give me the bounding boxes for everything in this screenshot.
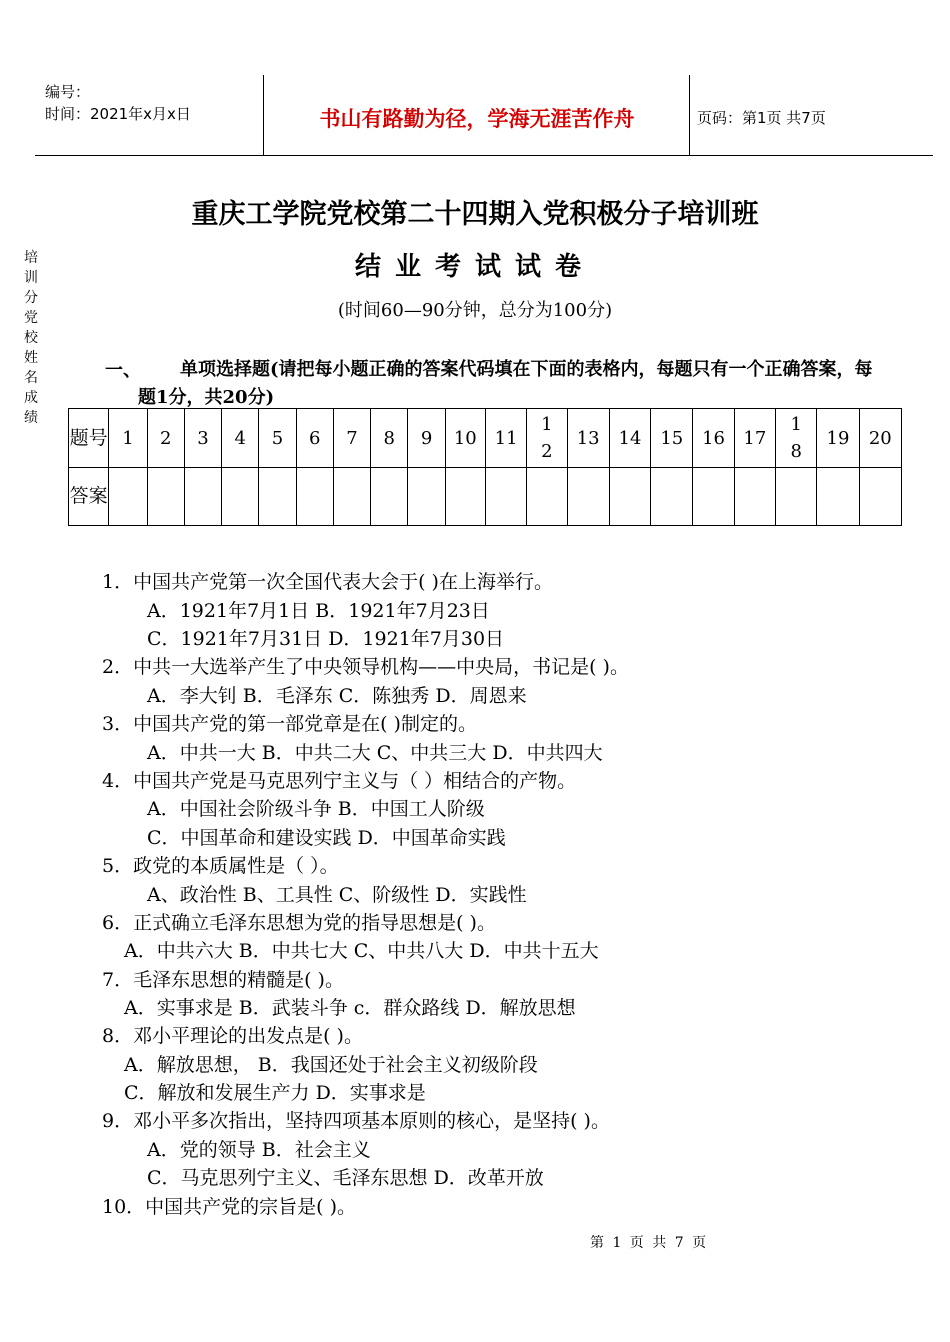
question-number-row: [69, 409, 902, 468]
question-line: A．实事求是 B．武装斗争 c．群众路线 D．解放思想: [124, 997, 576, 1019]
question-number-cell: 18: [776, 409, 817, 468]
question-number-cell: 9: [408, 409, 445, 468]
header-divider: [263, 75, 264, 155]
exam-title: 重庆工学院党校第二十四期入党积极分子培训班: [191, 199, 759, 230]
question-line: A．党的领导 B．社会主义: [147, 1139, 371, 1161]
question-number-cell: 13: [567, 409, 609, 468]
question-number-cell: 3: [184, 409, 221, 468]
question-number-cell: 16: [693, 409, 734, 468]
question-number-cell: 12: [527, 409, 567, 468]
page-header: [35, 75, 933, 156]
exam-note: (时间60—90分钟，总分为100分): [337, 300, 613, 321]
question-number-cell: 11: [485, 409, 526, 468]
answer-cell[interactable]: [609, 468, 650, 526]
answer-cell[interactable]: [222, 468, 259, 526]
header-meta: [45, 81, 191, 125]
question-number-cell: 4: [222, 409, 259, 468]
row-header-number: 题号: [69, 409, 109, 468]
answer-cell[interactable]: [333, 468, 370, 526]
question-line: C．1921年7月31日 D．1921年7月30日: [147, 628, 505, 650]
answer-cell[interactable]: [371, 468, 408, 526]
question-line: 5．政党的本质属性是（ ）。: [102, 855, 339, 877]
answer-cell[interactable]: [485, 468, 526, 526]
question-number-cell: 10: [445, 409, 485, 468]
question-line: 7．毛泽东思想的精髓是( )。: [102, 969, 344, 991]
question-number-cell: 2: [147, 409, 184, 468]
answer-cell[interactable]: [567, 468, 609, 526]
question-number-cell: 19: [817, 409, 859, 468]
question-number-cell: 5: [259, 409, 296, 468]
question-line: 4．中国共产党是马克思列宁主义与（ ）相结合的产物。: [102, 770, 577, 792]
answer-cell[interactable]: [734, 468, 775, 526]
question-line: 2．中共一大选举产生了中央领导机构——中央局，书记是( )。: [102, 656, 629, 678]
question-number-cell: 15: [651, 409, 693, 468]
answer-cell[interactable]: [296, 468, 333, 526]
serial-label: 编号：: [45, 83, 91, 101]
question-line: A．中国社会阶级斗争 B．中国工人阶级: [147, 798, 485, 820]
answer-cell[interactable]: [259, 468, 296, 526]
answer-cell[interactable]: [147, 468, 184, 526]
section-number: 一、: [105, 360, 141, 381]
question-line: A．解放思想， B．我国还处于社会主义初级阶段: [124, 1054, 538, 1076]
question-line: A、政治性 B、工具性 C、阶级性 D．实践性: [147, 884, 527, 906]
question-number-cell: 8: [371, 409, 408, 468]
answer-cell[interactable]: [651, 468, 693, 526]
answer-cell[interactable]: [109, 468, 147, 526]
answer-cell[interactable]: [408, 468, 445, 526]
header-divider: [689, 75, 690, 155]
question-line: A．1921年7月1日 B．1921年7月23日: [147, 600, 490, 622]
answer-cell[interactable]: [776, 468, 817, 526]
question-line: C．解放和发展生产力 D．实事求是: [124, 1082, 426, 1104]
answer-cell[interactable]: [693, 468, 734, 526]
question-line: C．马克思列宁主义、毛泽东思想 D．改革开放: [147, 1167, 544, 1189]
answer-row: [69, 468, 902, 526]
answer-table: [68, 408, 902, 526]
question-number-cell: 20: [859, 409, 901, 468]
question-number-cell: 1: [109, 409, 147, 468]
answer-cell[interactable]: [859, 468, 901, 526]
answer-cell[interactable]: [527, 468, 567, 526]
answer-cell[interactable]: [184, 468, 221, 526]
question-line: 1．中国共产党第一次全国代表大会于( )在上海举行。: [102, 571, 553, 593]
question-line: 8．邓小平理论的出发点是( )。: [102, 1025, 363, 1047]
answer-cell[interactable]: [445, 468, 485, 526]
row-header-answer: 答案: [69, 468, 109, 526]
question-number-cell: 6: [296, 409, 333, 468]
question-number-cell: 17: [734, 409, 775, 468]
question-line: C．中国革命和建设实践 D．中国革命实践: [147, 827, 506, 849]
question-line: A．李大钊 B．毛泽东 C．陈独秀 D．周恩来: [147, 685, 527, 707]
question-line: 3．中国共产党的第一部党章是在( )制定的。: [102, 713, 477, 735]
header-page-label: 页码：第1页 共7页: [697, 109, 826, 127]
answer-cell[interactable]: [817, 468, 859, 526]
question-line: 10．中国共产党的宗旨是( )。: [102, 1196, 357, 1218]
exam-subtitle: 结业考试试卷: [354, 252, 595, 282]
header-motto: 书山有路勤为径，学海无涯苦作舟: [319, 107, 635, 131]
question-line: 9．邓小平多次指出，坚持四项基本原则的核心，是坚持( )。: [102, 1110, 610, 1132]
section-heading: 单项选择题(请把每小题正确的答案代码填在下面的表格内，每题只有一个正确答案，每题1分，共20分): [138, 359, 873, 408]
question-line: A．中共六大 B．中共七大 C、中共八大 D．中共十五大: [124, 940, 599, 962]
question-line: A．中共一大 B．中共二大 C、中共三大 D．中共四大: [147, 742, 603, 764]
question-number-cell: 14: [609, 409, 650, 468]
side-label: 培训分党校姓名成绩: [24, 250, 38, 426]
page-footer: 第 1 页 共 7 页: [590, 1235, 709, 1251]
question-line: 6．正式确立毛泽东思想为党的指导思想是( )。: [102, 912, 496, 934]
time-label: 时间：2021年x月x日: [45, 105, 191, 123]
question-number-cell: 7: [333, 409, 370, 468]
